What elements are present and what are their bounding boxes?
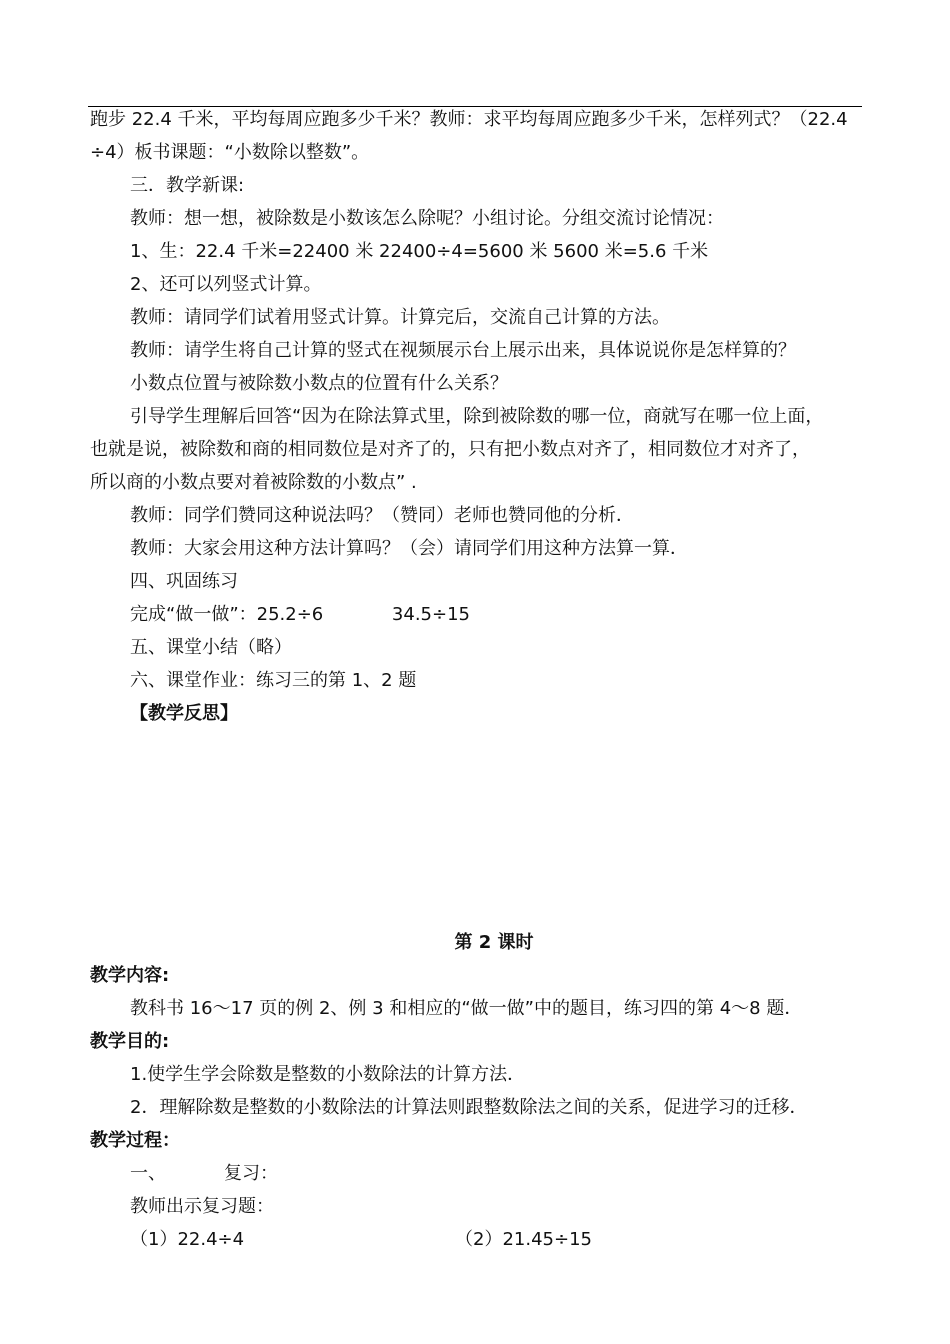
section-heading: 教学目的:: [90, 1031, 170, 1052]
section-number: 一、: [130, 1163, 166, 1184]
section-heading: 四、巩固练习: [130, 571, 238, 592]
paragraph-line: ÷4）板书课题：“小数除以整数”。: [90, 142, 370, 163]
paragraph-line: 教师：想一想，被除数是小数该怎么除呢？小组讨论。分组交流讨论情况：: [130, 208, 724, 229]
paragraph-line: 也就是说，被除数和商的相同数位是对齐了的，只有把小数点对齐了，相同数位才对齐了，: [90, 439, 810, 460]
lesson-title: 第 2 课时: [454, 932, 534, 953]
paragraph-line: 2、还可以列竖式计算。: [130, 274, 322, 295]
section-heading: 复习：: [224, 1163, 278, 1184]
paragraph-line: 2．理解除数是整数的小数除法的计算法则跟整数除法之间的关系，促进学习的迁移．: [130, 1097, 808, 1118]
section-heading: 六、课堂作业：练习三的第 1、2 题: [130, 670, 417, 691]
reflection-heading: 【教学反思】: [130, 703, 238, 724]
paragraph-line: 所以商的小数点要对着被除数的小数点” .: [90, 472, 417, 493]
paragraph-line: 1.使学生学会除数是整数的小数除法的计算方法．: [130, 1064, 526, 1085]
exercise-item: （1）22.4÷4: [130, 1229, 245, 1250]
exercise-item: （2）21.45÷15: [455, 1229, 592, 1250]
paragraph-line: 教师：请学生将自己计算的竖式在视频展示台上展示出来，具体说说你是怎样算的？: [130, 340, 796, 361]
paragraph-line: 1、生：22.4 千米=22400 米 22400÷4=5600 米 5600 米=5.6 千米: [130, 241, 709, 262]
section-heading: 三．教学新课:: [130, 175, 245, 196]
section-heading: 教学过程：: [90, 1130, 180, 1151]
paragraph-line: 教师：大家会用这种方法计算吗？（会）请同学们用这种方法算一算．: [130, 538, 688, 559]
paragraph-line: 完成“做一做”：25.2÷6 34.5÷15: [130, 604, 470, 625]
paragraph-line: 小数点位置与被除数小数点的位置有什么关系？: [130, 373, 508, 394]
paragraph-line: 教科书 16～17 页的例 2、例 3 和相应的“做一做”中的题目，练习四的第 4～8 题．: [130, 998, 803, 1019]
paragraph-line: 跑步 22.4 千米，平均每周应跑多少千米？教师：求平均每周应跑多少千米，怎样列式？（22.4: [90, 109, 848, 130]
paragraph-line: 引导学生理解后回答“因为在除法算式里，除到被除数的哪一位，商就写在哪一位上面，: [130, 406, 824, 427]
paragraph-line: 教师：同学们赞同这种说法吗？（赞同）老师也赞同他的分析．: [130, 505, 634, 526]
paragraph-line: 教师出示复习题：: [130, 1196, 274, 1217]
section-heading: 教学内容:: [90, 965, 170, 986]
header-rule: [88, 106, 862, 107]
paragraph-line: 教师：请同学们试着用竖式计算。计算完后，交流自己计算的方法。: [130, 307, 670, 328]
section-heading: 五、课堂小结（略）: [130, 637, 292, 658]
